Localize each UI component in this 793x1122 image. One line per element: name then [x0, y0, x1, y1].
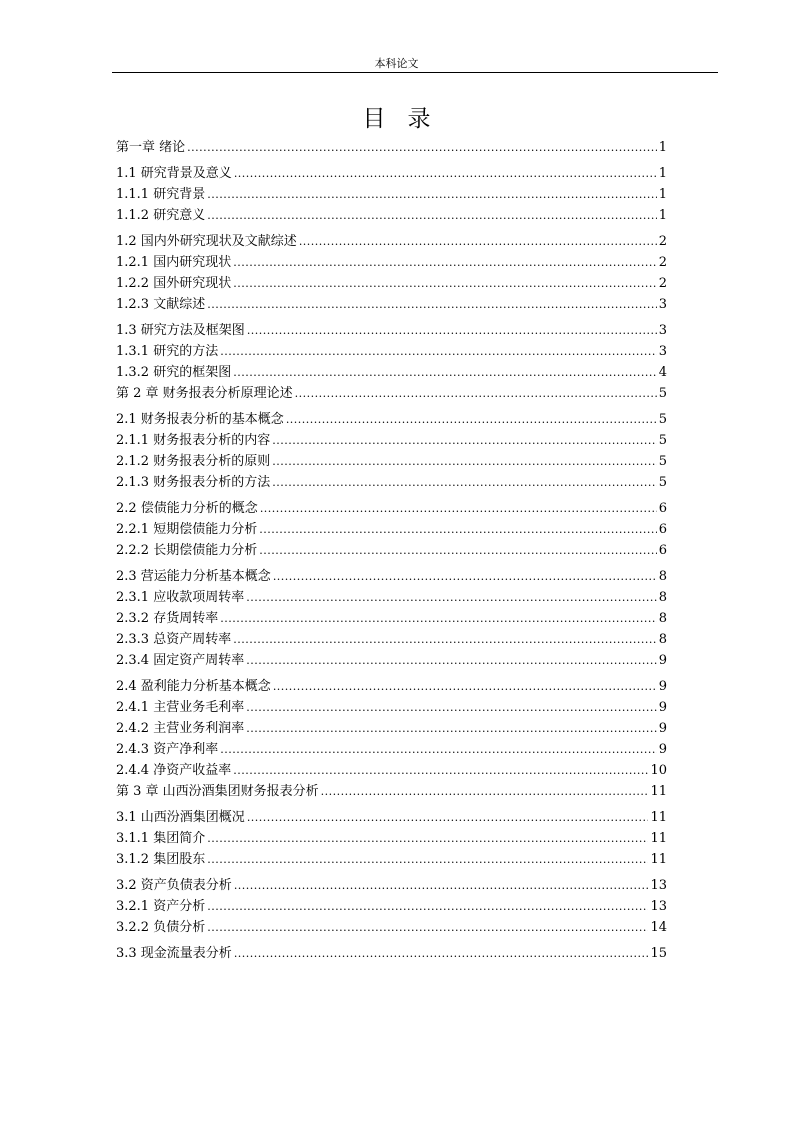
dot-leader: [247, 807, 649, 828]
toc-entry-page: 11: [650, 810, 667, 825]
toc-entry-title: 1.1 研究背景及意义: [116, 166, 232, 181]
toc-entry-title: 2.2.2 长期偿债能力分析: [116, 543, 258, 558]
toc-entry[interactable]: [116, 781, 667, 802]
dot-leader: [273, 566, 657, 587]
dot-leader: [246, 697, 657, 718]
toc-entry-page: 1: [658, 140, 667, 155]
toc-entry[interactable]: [116, 676, 667, 697]
dot-leader: [286, 409, 657, 430]
toc-entry-title: 1.1.2 研究意义: [116, 208, 206, 223]
toc-entry-title: 2.2.1 短期偿债能力分析: [116, 522, 258, 537]
dot-leader: [233, 252, 657, 273]
toc-entry[interactable]: [116, 472, 667, 493]
toc-entry-page: 5: [658, 433, 667, 448]
toc-entry[interactable]: [116, 875, 667, 896]
toc-entry-title: 2.1.2 财务报表分析的原则: [116, 454, 271, 469]
toc-entry-page: 5: [658, 454, 667, 469]
dot-leader: [233, 629, 657, 650]
toc-entry-title: 2.1 财务报表分析的基本概念: [116, 412, 284, 427]
toc-entry-page: 8: [658, 569, 667, 584]
toc-entry-title: 2.2 偿债能力分析的概念: [116, 501, 258, 516]
toc-entry[interactable]: [116, 498, 667, 519]
dot-leader: [246, 587, 657, 608]
toc-entry[interactable]: [116, 430, 667, 451]
dot-leader: [299, 231, 657, 252]
table-of-contents: [116, 137, 667, 964]
toc-entry-title: 1.2.1 国内研究现状: [116, 255, 232, 270]
toc-entry-page: 9: [658, 653, 667, 668]
toc-entry-page: 13: [650, 899, 667, 914]
header-rule: [112, 72, 718, 73]
dot-leader: [247, 320, 657, 341]
toc-entry-title: 3.1.1 集团简介: [116, 831, 206, 846]
toc-entry-title: 第一章 绪论: [116, 140, 186, 155]
toc-entry[interactable]: [116, 294, 667, 315]
toc-entry-title: 第 2 章 财务报表分析原理论述: [116, 386, 293, 401]
toc-entry[interactable]: [116, 718, 667, 739]
toc-entry[interactable]: [116, 566, 667, 587]
toc-entry[interactable]: [116, 451, 667, 472]
dot-leader: [207, 184, 657, 205]
dot-leader: [207, 849, 648, 870]
toc-entry[interactable]: [116, 409, 667, 430]
toc-entry-page: 1: [658, 208, 667, 223]
toc-entry-title: 2.4.4 净资产收益率: [116, 763, 232, 778]
toc-entry[interactable]: [116, 629, 667, 650]
toc-entry-page: 13: [650, 878, 667, 893]
toc-entry-page: 6: [658, 522, 667, 537]
toc-entry-title: 1.1.1 研究背景: [116, 187, 206, 202]
toc-entry-page: 11: [650, 831, 667, 846]
toc-entry-page: 1: [658, 166, 667, 181]
toc-entry-page: 14: [650, 920, 667, 935]
dot-leader: [220, 739, 657, 760]
dot-leader: [259, 519, 657, 540]
dot-leader: [259, 540, 657, 561]
toc-entry-page: 5: [658, 386, 667, 401]
dot-leader: [234, 875, 649, 896]
toc-entry-title: 1.2.3 文献综述: [116, 297, 206, 312]
dot-leader: [187, 137, 657, 158]
toc-entry-page: 5: [658, 412, 667, 427]
toc-entry-page: 11: [650, 852, 667, 867]
toc-entry-title: 2.3 营运能力分析基本概念: [116, 569, 271, 584]
toc-entry-title: 1.3.1 研究的方法: [116, 344, 219, 359]
toc-entry-title: 第 3 章 山西汾酒集团财务报表分析: [116, 784, 319, 799]
toc-entry[interactable]: [116, 739, 667, 760]
toc-entry[interactable]: [116, 163, 667, 184]
dot-leader: [207, 205, 657, 226]
dot-leader: [272, 430, 657, 451]
toc-entry[interactable]: [116, 917, 667, 938]
dot-leader: [207, 828, 648, 849]
toc-entry-page: 6: [658, 501, 667, 516]
toc-entry[interactable]: [116, 896, 667, 917]
toc-entry-page: 5: [658, 475, 667, 490]
toc-entry-title: 1.3.2 研究的框架图: [116, 365, 232, 380]
toc-entry[interactable]: [116, 849, 667, 870]
page-title: 目录: [362, 106, 453, 132]
toc-entry[interactable]: [116, 828, 667, 849]
toc-entry[interactable]: [116, 943, 667, 964]
toc-entry-page: 2: [658, 255, 667, 270]
toc-entry-page: 8: [658, 632, 667, 647]
toc-entry-page: 9: [658, 679, 667, 694]
toc-entry-title: 2.1.1 财务报表分析的内容: [116, 433, 271, 448]
dot-leader: [272, 451, 657, 472]
toc-entry-title: 2.3.1 应收款项周转率: [116, 590, 245, 605]
dot-leader: [234, 163, 657, 184]
running-header: 本科论文: [374, 57, 419, 70]
toc-entry-page: 9: [658, 700, 667, 715]
dot-leader: [273, 676, 657, 697]
toc-entry[interactable]: [116, 362, 667, 383]
toc-entry[interactable]: [116, 807, 667, 828]
toc-entry-page: 9: [658, 742, 667, 757]
dot-leader: [321, 781, 649, 802]
toc-entry-title: 2.4.2 主营业务利润率: [116, 721, 245, 736]
toc-entry-page: 8: [658, 611, 667, 626]
toc-entry[interactable]: [116, 137, 667, 158]
toc-entry-page: 8: [658, 590, 667, 605]
toc-entry-title: 2.3.4 固定资产周转率: [116, 653, 245, 668]
toc-entry-title: 2.3.2 存货周转率: [116, 611, 219, 626]
toc-entry-page: 3: [658, 344, 667, 359]
toc-entry[interactable]: [116, 320, 667, 341]
toc-entry-page: 10: [650, 763, 667, 778]
toc-entry-title: 3.1 山西汾酒集团概况: [116, 810, 245, 825]
toc-entry-title: 3.1.2 集团股东: [116, 852, 206, 867]
toc-entry-page: 1: [658, 187, 667, 202]
toc-entry-page: 11: [650, 784, 667, 799]
toc-entry-page: 2: [658, 234, 667, 249]
toc-entry-title: 3.2 资产负债表分析: [116, 878, 232, 893]
toc-entry[interactable]: [116, 205, 667, 226]
dot-leader: [260, 498, 657, 519]
toc-entry[interactable]: [116, 608, 667, 629]
toc-entry-title: 3.2.2 负债分析: [116, 920, 206, 935]
toc-entry[interactable]: [116, 650, 667, 671]
dot-leader: [272, 472, 657, 493]
toc-entry[interactable]: [116, 587, 667, 608]
toc-entry-title: 1.2 国内外研究现状及文献综述: [116, 234, 297, 249]
dot-leader: [220, 341, 657, 362]
toc-entry[interactable]: [116, 383, 667, 404]
toc-entry[interactable]: [116, 252, 667, 273]
toc-entry-page: 15: [650, 946, 667, 961]
toc-entry[interactable]: [116, 273, 667, 294]
toc-entry-page: 3: [658, 297, 667, 312]
toc-entry-title: 3.3 现金流量表分析: [116, 946, 232, 961]
toc-entry-title: 2.1.3 财务报表分析的方法: [116, 475, 271, 490]
toc-entry-page: 6: [658, 543, 667, 558]
toc-entry[interactable]: [116, 519, 667, 540]
toc-entry-title: 3.2.1 资产分析: [116, 899, 206, 914]
toc-entry-title: 2.4 盈利能力分析基本概念: [116, 679, 271, 694]
dot-leader: [295, 383, 657, 404]
toc-entry-page: 3: [658, 323, 667, 338]
toc-entry-page: 4: [658, 365, 667, 380]
toc-entry-title: 1.2.2 国外研究现状: [116, 276, 232, 291]
dot-leader: [233, 760, 648, 781]
dot-leader: [207, 294, 657, 315]
toc-entry-title: 2.4.3 资产净利率: [116, 742, 219, 757]
dot-leader: [233, 362, 657, 383]
dot-leader: [207, 896, 648, 917]
toc-entry-page: 9: [658, 721, 667, 736]
dot-leader: [246, 650, 657, 671]
toc-entry[interactable]: [116, 341, 667, 362]
dot-leader: [246, 718, 657, 739]
toc-entry-title: 2.4.1 主营业务毛利率: [116, 700, 245, 715]
toc-entry-page: 2: [658, 276, 667, 291]
toc-entry-title: 1.3 研究方法及框架图: [116, 323, 245, 338]
dot-leader: [233, 273, 657, 294]
dot-leader: [207, 917, 648, 938]
toc-entry[interactable]: [116, 697, 667, 718]
toc-entry[interactable]: [116, 184, 667, 205]
toc-entry[interactable]: [116, 231, 667, 252]
toc-entry[interactable]: [116, 760, 667, 781]
toc-entry[interactable]: [116, 540, 667, 561]
toc-entry-title: 2.3.3 总资产周转率: [116, 632, 232, 647]
dot-leader: [234, 943, 649, 964]
dot-leader: [220, 608, 657, 629]
